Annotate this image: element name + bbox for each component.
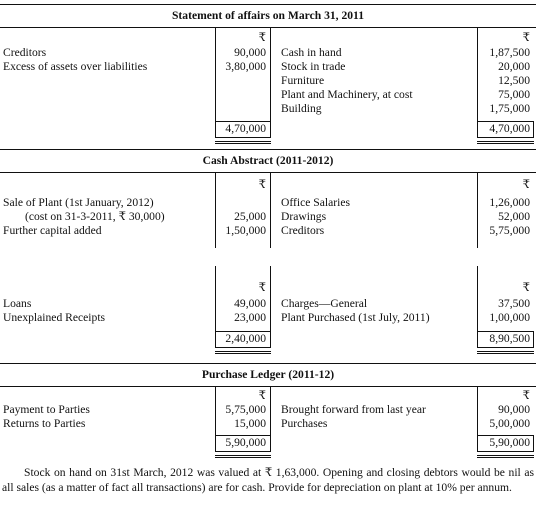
line-label: Payment to Parties [3, 403, 90, 416]
column-rule [215, 172, 216, 248]
rule [0, 172, 536, 173]
rupee-symbol: ₹ [258, 178, 266, 191]
rupee-symbol: ₹ [258, 281, 266, 294]
rupee-symbol: ₹ [522, 281, 530, 294]
double-rule [477, 351, 534, 354]
line-label: Drawings [281, 210, 327, 223]
line-amount: 90,000 [498, 403, 530, 416]
line-amount: 1,75,000 [489, 102, 530, 115]
line-label: Charges—General [281, 297, 368, 310]
total-amount: 4,70,000 [225, 122, 266, 135]
column-rule [270, 172, 271, 248]
rupee-symbol: ₹ [522, 31, 530, 44]
cash-abstract-title: Cash Abstract (2011-2012) [202, 154, 334, 167]
line-label: Furniture [281, 74, 325, 87]
line-label: Further capital added [3, 224, 102, 237]
double-rule [477, 141, 534, 144]
rupee-symbol: ₹ [522, 178, 530, 191]
rupee-symbol: ₹ [258, 389, 266, 402]
rule [0, 149, 536, 150]
line-amount: 12,500 [498, 74, 530, 87]
line-amount: 37,500 [498, 297, 530, 310]
double-rule [215, 141, 271, 144]
double-rule [477, 455, 534, 458]
line-amount: 1,00,000 [489, 311, 530, 324]
line-amount: 5,00,000 [489, 417, 530, 430]
line-amount: 1,87,500 [489, 46, 530, 59]
rupee-symbol: ₹ [258, 31, 266, 44]
line-amount: 15,000 [234, 417, 266, 430]
line-label: Building [281, 102, 322, 115]
line-amount: 1,50,000 [225, 224, 266, 237]
line-amount: 1,26,000 [489, 196, 530, 209]
total-amount: 2,40,000 [225, 332, 266, 345]
line-label: Cash in hand [281, 46, 342, 59]
total-amount: 5,90,000 [489, 436, 530, 449]
line-label: Purchases [281, 417, 328, 430]
line-amount: 3,80,000 [225, 60, 266, 73]
line-amount: 52,000 [498, 210, 530, 223]
rule [0, 4, 536, 5]
rupee-symbol: ₹ [522, 389, 530, 402]
line-label: Loans [3, 297, 32, 310]
statement-title: Statement of affairs on March 31, 2011 [171, 9, 365, 22]
rule [0, 386, 536, 387]
purchase-ledger-title: Purchase Ledger (2011-12) [201, 368, 335, 381]
column-rule [477, 172, 478, 248]
line-label: (cost on 31-3-2011, ₹ 30,000) [25, 210, 165, 223]
line-label: Office Salaries [281, 196, 350, 209]
line-label: Plant Purchased (1st July, 2011) [281, 311, 430, 324]
total-amount: 4,70,000 [489, 122, 530, 135]
total-amount: 5,90,000 [225, 436, 266, 449]
line-label: Creditors [3, 46, 47, 59]
line-amount: 20,000 [498, 60, 530, 73]
line-label: Sale of Plant (1st January, 2012) [3, 196, 154, 209]
line-label: Brought forward from last year [281, 403, 426, 416]
rule [0, 27, 536, 28]
line-amount: 75,000 [498, 88, 530, 101]
total-amount: 8,90,500 [489, 332, 530, 345]
rule [0, 363, 536, 364]
line-amount: 23,000 [234, 311, 266, 324]
line-label: Plant and Machinery, at cost [281, 88, 413, 101]
double-rule [215, 455, 271, 458]
line-amount: 5,75,000 [225, 403, 266, 416]
line-label: Stock in trade [281, 60, 346, 73]
line-amount: 90,000 [234, 46, 266, 59]
line-amount: 5,75,000 [489, 224, 530, 237]
double-rule [215, 351, 271, 354]
line-amount: 49,000 [234, 297, 266, 310]
line-label: Returns to Parties [3, 417, 86, 430]
line-label: Unexplained Receipts [3, 311, 106, 324]
line-label: Excess of assets over liabilities [3, 60, 148, 73]
line-amount: 25,000 [234, 210, 266, 223]
note-text: Stock on hand on 31st March, 2012 was valued at ₹ 1,63,000. Opening and closing debtors would be nil as all sales (as a matter of fact all transactions) are for cash. Provide for depreciation on plant at 10% per annum. [2, 466, 534, 494]
line-label: Creditors [281, 224, 325, 237]
note-paragraph [2, 465, 534, 495]
